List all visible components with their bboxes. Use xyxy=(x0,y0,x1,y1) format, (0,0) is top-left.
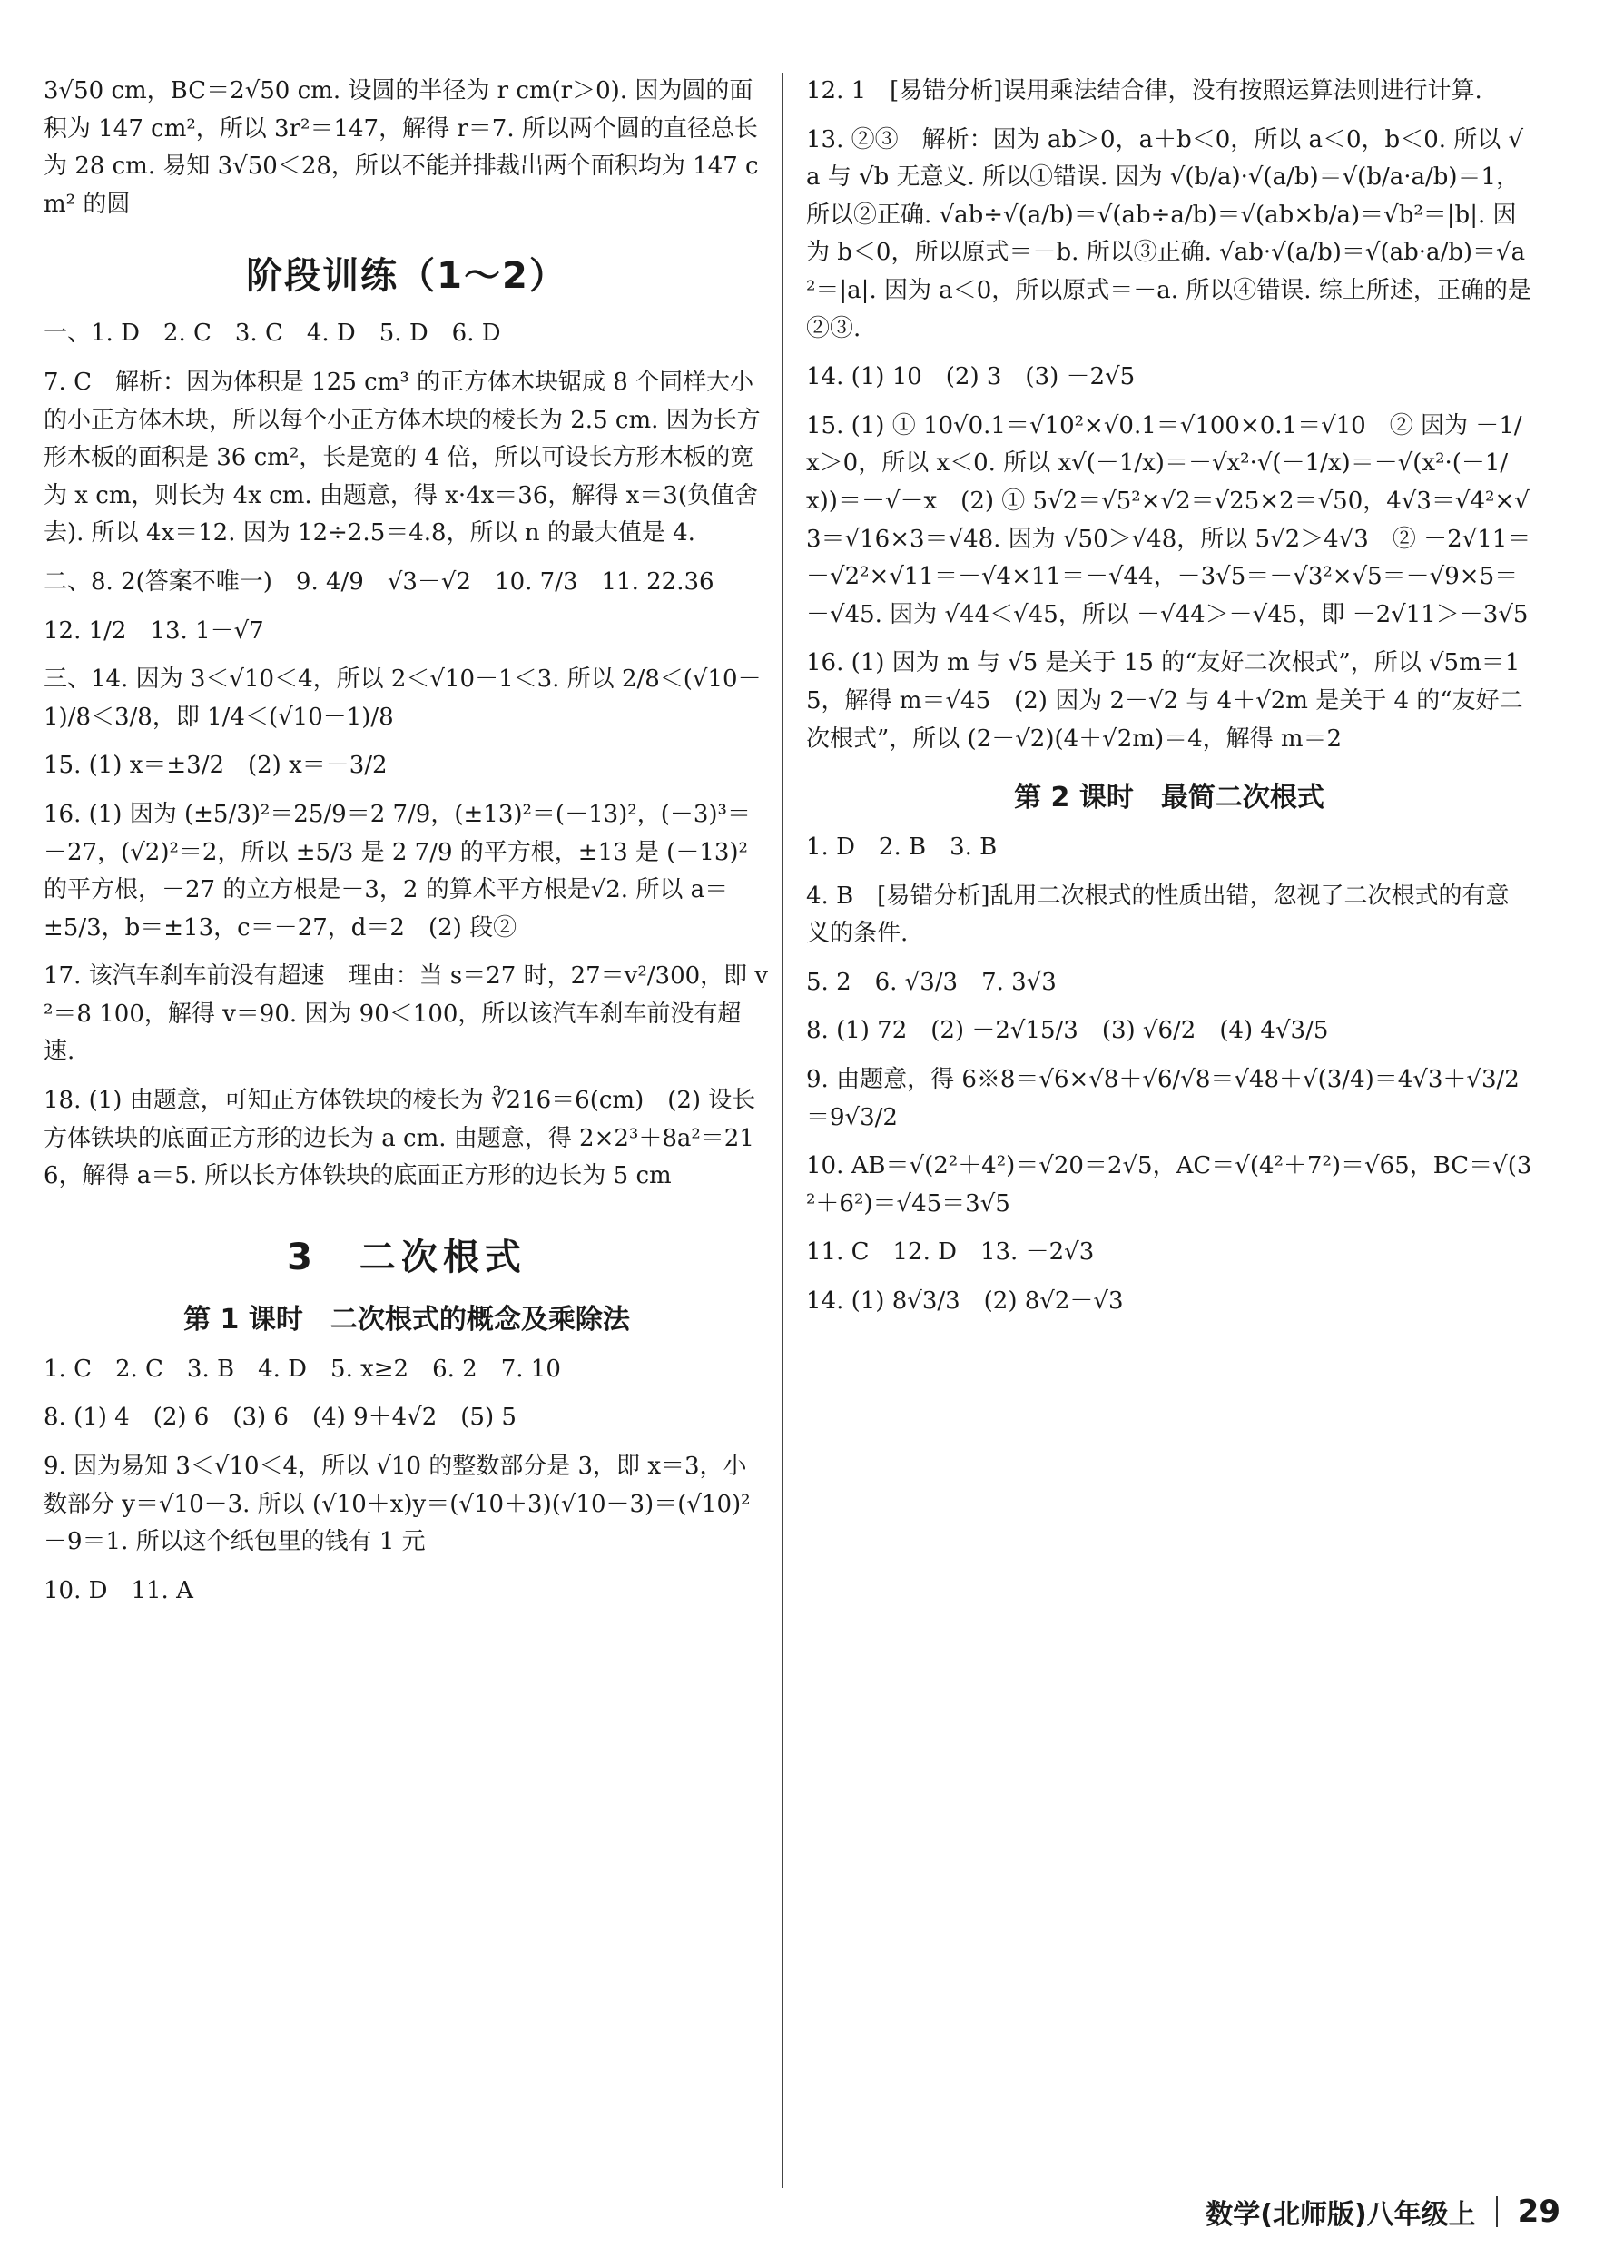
answer-item: 3√50 cm，BC＝2√50 cm. 设圆的半径为 r cm(r＞0). 因为圆的面积为 147 cm²，所以 3r²＝147，解得 r＝7. 所以两个圆的直径总长为 28 cm. 易知 3√50＜28，所以不能并排裁出两个面积均为 147 cm² 的圆 xyxy=(44,77,759,218)
answer-item: 15. (1) x＝±3/2 (2) x＝－3/2 xyxy=(44,752,388,780)
answer-item: 12. 1 [易错分析]误用乘法结合律，没有按照运算法则进行计算. xyxy=(806,77,1482,104)
footer-divider xyxy=(1496,2196,1498,2227)
answer-item: 1. C 2. C 3. B 4. D 5. x≥2 6. 2 7. 10 xyxy=(44,1355,561,1383)
answer-item: 13. ②③ 解析：因为 ab＞0，a＋b＜0，所以 a＜0，b＜0. 所以 √a 与 √b 无意义. 所以①错误. 因为 √(b/a)·√(a/b)＝√(b/a·a/b)＝1，所以②正确. √ab÷√(a/b)＝√(ab÷a/b)＝√(ab×b/a)＝√b²＝|b|. 因为 b＜0，所以原式＝－b. 所以③正确. √ab·√(a/b)＝√(ab·a/b)＝√a²＝|a|. 因为 a＜0，所以原式＝－a. 所以④错误. 综上所述，正确的是②③. xyxy=(806,125,1531,342)
answer-item: 9. 由题意，得 6※8＝√6×√8＋√6/√8＝√48＋√(3/4)＝4√3＋√3/2＝9√3/2 xyxy=(806,1066,1520,1131)
answer-item: 14. (1) 8√3/3 (2) 8√2－√3 xyxy=(806,1287,1124,1316)
answer-item: 18. (1) 由题意，可知正方体铁块的棱长为 ∛216＝6(cm) (2) 设长方体铁块的底面正方形的边长为 a cm. 由题意，得 2×2³＋8a²＝216，解得 a＝5. 所以长方体铁块的底面正方形的边长为 5 cm xyxy=(44,1087,756,1190)
answer-item: 7. C 解析：因为体积是 125 cm³ 的正方体木块锯成 8 个同样大小的小正方体木块，所以每个小正方体木块的棱长为 2.5 cm. 因为长方形木板的面积是 36 cm²，长是宽的 4 倍，所以可设长方形木板的宽为 x cm，则长为 4x cm. 由题意，得 x·4x＝36，解得 x＝3(负值舍去). 所以 4x＝12. 因为 12÷2.5＝4.8，所以 n 的最大值是 4. xyxy=(44,368,761,547)
answer-item: 14. (1) 10 (2) 3 (3) －2√5 xyxy=(806,363,1136,391)
answer-item: 二、8. 2(答案不唯一) 9. 4/9 √3－√2 10. 7/3 11. 22.36 xyxy=(44,567,714,596)
lesson-title: 第 1 课时 二次根式的概念及乘除法 xyxy=(183,1303,630,1336)
answer-item: 9. 因为易知 3＜√10＜4，所以 √10 的整数部分是 3，即 x＝3，小数部分 y＝√10－3. 所以 (√10＋x)y＝(√10＋3)(√10－3)＝(√10)²－9＝1. 所以这个纸包里的钱有 1 元 xyxy=(44,1453,751,1556)
answer-item: 1. D 2. B 3. B xyxy=(806,833,998,862)
chapter-title: 3 二次根式 xyxy=(287,1236,527,1278)
answer-item: 15. (1) ① 10√0.1＝√10²×√0.1＝√100×0.1＝√10 ② 因为 －1/x＞0，所以 x＜0. 所以 x√(－1/x)＝－√x²·√(－1/x)＝－√(x²·(－1/x))＝－√－x (2) ① 5√2＝√5²×√2＝√25×2＝√50，4√3＝√4²×√3＝√16×3＝√48. 因为 √50＞√48，所以 5√2＞4√3 ② －2√11＝－√2²×√11＝－√4×11＝－√44，－3√5＝－√3²×√5＝－√9×5＝－√45. 因为 √44＜√45，所以 －√44＞－√45，即 －2√11＞－3√5 xyxy=(806,411,1531,628)
answer-item: 8. (1) 4 (2) 6 (3) 6 (4) 9＋4√2 (5) 5 xyxy=(44,1404,517,1432)
right-column xyxy=(806,73,1532,1332)
answer-item: 12. 1/2 13. 1－√7 xyxy=(44,616,264,645)
answer-item: 4. B [易错分析]乱用二次根式的性质出错，忽视了二次根式的有意义的条件. xyxy=(806,882,1510,948)
answer-item: 16. (1) 因为 m 与 √5 是关于 15 的“友好二次根式”，所以 √5m＝15，解得 m＝√45 (2) 因为 2－√2 与 4＋√2m 是关于 4 的“友好二次根式”，所以 (2－√2)(4＋√2m)＝4，解得 m＝2 xyxy=(806,649,1523,753)
answer-item: 5. 2 6. √3/3 7. 3√3 xyxy=(806,968,1057,996)
answer-item: 10. AB＝√(2²＋4²)＝√20＝2√5，AC＝√(4²＋7²)＝√65，BC＝√(3²＋6²)＝√45＝3√5 xyxy=(806,1152,1532,1218)
answer-item: 一、1. D 2. C 3. C 4. D 5. D 6. D xyxy=(44,320,501,348)
answer-item: 8. (1) 72 (2) －2√15/3 (3) √6/2 (4) 4√3/5 xyxy=(806,1017,1329,1045)
answer-item: 三、14. 因为 3＜√10＜4，所以 2＜√10－1＜3. 所以 2/8＜(√10－1)/8＜3/8，即 1/4＜(√10－1)/8 xyxy=(44,666,762,731)
column-divider xyxy=(782,73,783,2188)
answer-item: 11. C 12. D 13. －2√3 xyxy=(806,1238,1095,1267)
section-title: 阶段训练（1～2） xyxy=(246,255,567,298)
page-footer xyxy=(1206,2192,1560,2232)
footer-subject: 数学(北师版)八年级上 xyxy=(1206,2199,1476,2231)
answer-item: 16. (1) 因为 (±5/3)²＝25/9＝2 7/9，(±13)²＝(－13)²，(－3)³＝－27，(√2)²＝2，所以 ±5/3 是 2 7/9 的平方根，±13 是 (－13)² 的平方根，－27 的立方根是－3，2 的算术平方根是√2. 所以 a＝±5/3，b＝±13，c＝－27，d＝2 (2) 段② xyxy=(44,800,751,942)
answer-item: 17. 该汽车刹车前没有超速 理由：当 s＝27 时，27＝v²/300，即 v²＝8 100，解得 v＝90. 因为 90＜100，所以该汽车刹车前没有超速. xyxy=(44,962,769,1066)
left-column xyxy=(44,73,770,1621)
page-number: 29 xyxy=(1517,2194,1560,2230)
answer-item: 10. D 11. A xyxy=(44,1576,193,1604)
lesson-title: 第 2 课时 最简二次根式 xyxy=(1014,782,1324,814)
